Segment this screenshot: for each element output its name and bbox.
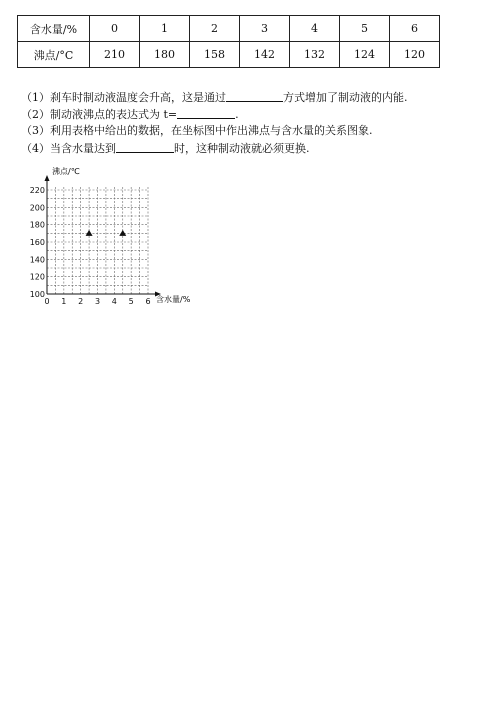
question-1 <box>21 90 408 105</box>
x-tick-labels <box>44 297 150 306</box>
table-cell: 142 <box>240 42 290 68</box>
question-2-tail: . <box>235 108 239 121</box>
x-tick-label: 2 <box>78 297 84 306</box>
x-axis-label: 含水量/% <box>156 295 191 304</box>
y-axis-arrow <box>45 175 50 181</box>
table-row <box>18 42 440 68</box>
y-tick-labels <box>30 186 45 299</box>
question-4-tail: 时，这种制动液就必须更换. <box>174 142 310 155</box>
question-4 <box>21 141 310 156</box>
y-tick-label: 100 <box>29 290 45 299</box>
table-cell: 120 <box>390 42 440 68</box>
y-tick-label: 120 <box>29 272 45 282</box>
table-cell: 3 <box>240 16 290 42</box>
axes <box>45 175 162 297</box>
answer-blank-4[interactable] <box>116 141 174 153</box>
table-cell: 180 <box>140 42 190 68</box>
x-tick-label: 3 <box>94 297 101 306</box>
y-axis-label: 沸点/℃ <box>52 167 80 176</box>
grid <box>47 186 148 294</box>
question-1-text: （1）刹车时制动液温度会升高，这是通过 <box>21 91 226 104</box>
table-cell: 158 <box>190 42 240 68</box>
question-3 <box>21 124 373 138</box>
y-tick-label: 180 <box>29 220 45 230</box>
question-3-text: （3）利用表格中给出的数据，在坐标图中作出沸点与含水量的关系图象. <box>21 124 373 137</box>
x-tick-label: 0 <box>44 297 50 306</box>
x-tick-label: 4 <box>111 297 117 306</box>
x-tick-label: 1 <box>61 297 67 306</box>
table-cell: 2 <box>190 16 240 42</box>
table-row <box>18 16 440 42</box>
answer-blank-1[interactable] <box>226 90 283 102</box>
data-point-triangle <box>119 230 126 236</box>
row-header-water-content: 含水量/% <box>18 16 90 42</box>
question-4-text: （4）当含水量达到 <box>21 142 116 155</box>
data-table <box>17 15 440 68</box>
answer-blank-2[interactable] <box>177 107 235 119</box>
table-cell: 132 <box>290 42 340 68</box>
table-cell: 5 <box>340 16 390 42</box>
y-tick-label: 200 <box>29 203 45 213</box>
table-cell: 210 <box>90 42 140 68</box>
x-tick-label: 5 <box>128 297 134 306</box>
y-tick-label: 140 <box>29 255 45 265</box>
table-cell: 1 <box>140 16 190 42</box>
boiling-point-chart <box>10 164 200 312</box>
x-tick-label: 6 <box>145 297 151 306</box>
table-cell: 124 <box>340 42 390 68</box>
y-tick-label: 160 <box>29 238 45 247</box>
table-cell: 6 <box>390 16 440 42</box>
table-cell: 4 <box>290 16 340 42</box>
y-tick-label: 220 <box>29 186 45 195</box>
question-2-text: （2）制动液沸点的表达式为 t= <box>21 108 178 121</box>
question-1-tail: 方式增加了制动液的内能. <box>283 91 408 104</box>
question-2 <box>21 107 239 122</box>
table-cell: 0 <box>90 16 140 42</box>
row-header-boiling-point: 沸点/°C <box>18 42 90 68</box>
data-point-triangle <box>86 230 93 236</box>
